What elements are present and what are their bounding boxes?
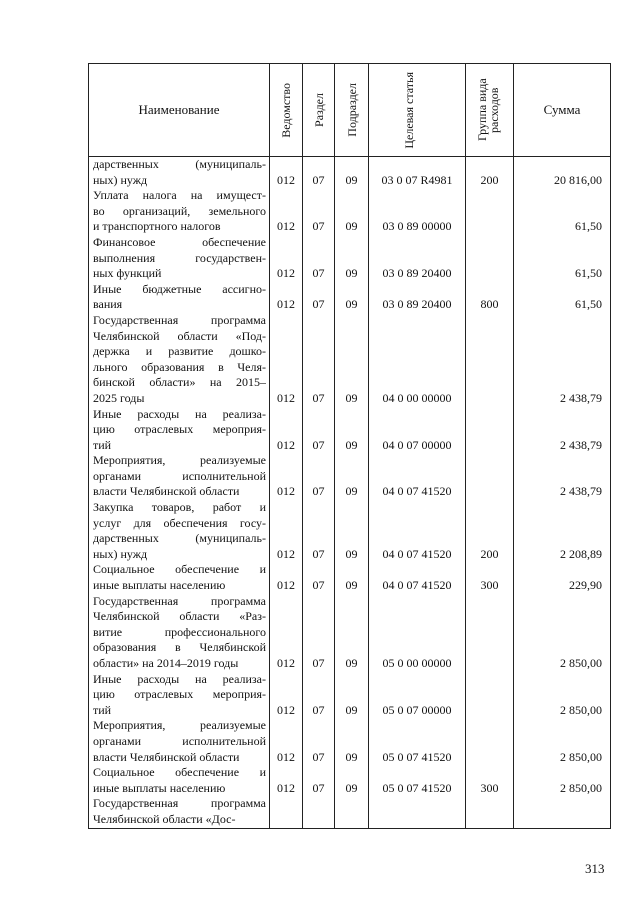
row-name-line: Иные расходы на реализа-	[93, 671, 266, 686]
row-celevaya: 03 0 89 20400	[369, 235, 466, 282]
row-razdel: 07	[303, 718, 335, 765]
row-name-line: и транспортного налогов	[93, 219, 221, 234]
row-name	[89, 562, 270, 593]
row-name-line: Иные бюджетные ассигно-	[93, 281, 266, 296]
header-razdel-cell	[303, 64, 335, 157]
row-gruppa: 300	[466, 562, 514, 593]
table-row	[89, 453, 611, 500]
table-row	[89, 796, 611, 828]
row-razdel: 07	[303, 562, 335, 593]
row-name-line: Челябинской области «Дос-	[93, 811, 236, 826]
row-celevaya: 05 0 07 00000	[369, 672, 466, 719]
table-row	[89, 765, 611, 796]
row-podrazdel: 09	[335, 313, 369, 407]
row-summa: 2 438,79	[514, 453, 611, 500]
row-ved: 012	[270, 562, 303, 593]
row-celevaya: 03 0 89 00000	[369, 188, 466, 235]
row-summa: 2 208,89	[514, 500, 611, 562]
row-summa: 2 850,00	[514, 672, 611, 719]
row-ved: 012	[270, 672, 303, 719]
row-razdel: 07	[303, 765, 335, 796]
row-name-line: области» на 2014–2019 годы	[93, 656, 239, 670]
row-razdel: 07	[303, 453, 335, 500]
row-razdel: 07	[303, 500, 335, 562]
header-ved: Ведомство	[279, 82, 293, 138]
row-celevaya: 03 0 89 20400	[369, 282, 466, 313]
row-gruppa	[466, 313, 514, 407]
row-name	[89, 765, 270, 796]
row-summa: 61,50	[514, 282, 611, 313]
header-celevaya-cell	[369, 64, 466, 157]
row-razdel: 07	[303, 672, 335, 719]
table-header-row	[89, 64, 611, 157]
row-celevaya: 05 0 00 00000	[369, 594, 466, 672]
row-podrazdel: 09	[335, 235, 369, 282]
row-name-line: вания	[93, 297, 123, 312]
row-name-line: Государственная программа	[93, 312, 266, 327]
row-name-line: власти Челябинской области	[93, 484, 240, 499]
row-name-line: дарственных (муниципаль-	[93, 531, 266, 546]
row-podrazdel: 09	[335, 157, 369, 189]
row-gruppa	[466, 453, 514, 500]
table-row	[89, 313, 611, 407]
row-ved: 012	[270, 235, 303, 282]
row-podrazdel: 09	[335, 672, 369, 719]
row-podrazdel: 09	[335, 407, 369, 454]
row-ved	[270, 796, 303, 828]
row-podrazdel: 09	[335, 765, 369, 796]
row-gruppa	[466, 672, 514, 719]
header-gruppa: Группа вида расходов	[474, 78, 501, 142]
row-podrazdel: 09	[335, 453, 369, 500]
row-ved: 012	[270, 407, 303, 454]
row-razdel: 07	[303, 594, 335, 672]
row-name-line: Закупка товаров, работ и	[93, 500, 266, 515]
row-gruppa	[466, 594, 514, 672]
row-summa: 61,50	[514, 188, 611, 235]
row-summa	[514, 796, 611, 828]
header-podrazdel: Подраздел	[344, 83, 359, 137]
row-summa: 20 816,00	[514, 157, 611, 189]
row-name-line: дарственных (муниципаль-	[93, 157, 266, 171]
header-celevaya: Целевая статья	[402, 71, 416, 149]
row-name	[89, 718, 270, 765]
row-name-line: ных) нужд	[93, 546, 148, 561]
table-row	[89, 188, 611, 235]
row-name-line: Уплата налога на имущест-	[93, 188, 266, 203]
row-podrazdel: 09	[335, 282, 369, 313]
row-name-line: Челябинской области «Под-	[93, 328, 266, 343]
row-name	[89, 188, 270, 235]
row-name	[89, 407, 270, 454]
row-razdel: 07	[303, 407, 335, 454]
row-gruppa	[466, 188, 514, 235]
row-razdel	[303, 796, 335, 828]
table-row	[89, 157, 611, 189]
row-ved: 012	[270, 453, 303, 500]
table-row	[89, 500, 611, 562]
row-celevaya	[369, 796, 466, 828]
row-name-line: выполнения государствен-	[93, 250, 266, 265]
row-celevaya: 04 0 07 41520	[369, 562, 466, 593]
row-name-line: держка и развитие дошко-	[93, 344, 266, 359]
row-name-line: цию отраслевых мероприя-	[93, 687, 266, 702]
row-name-line: ных) нужд	[93, 172, 148, 187]
row-name	[89, 453, 270, 500]
row-celevaya: 03 0 07 R4981	[369, 157, 466, 189]
row-summa: 2 438,79	[514, 407, 611, 454]
row-celevaya: 04 0 00 00000	[369, 313, 466, 407]
row-name-line: власти Челябинской области	[93, 749, 240, 764]
row-name-line: льного образования в Челя-	[93, 359, 266, 374]
table-row	[89, 718, 611, 765]
header-name: Наименование	[89, 64, 270, 157]
row-podrazdel: 09	[335, 188, 369, 235]
row-name	[89, 282, 270, 313]
row-gruppa	[466, 796, 514, 828]
row-name	[89, 796, 270, 828]
row-name	[89, 313, 270, 407]
row-name-line: витие профессионального	[93, 624, 266, 639]
row-name-line: Социальное обеспечение и	[93, 765, 266, 780]
row-gruppa	[466, 407, 514, 454]
header-podrazdel-cell	[335, 64, 369, 157]
row-name	[89, 235, 270, 282]
row-summa: 229,90	[514, 562, 611, 593]
row-razdel: 07	[303, 157, 335, 189]
row-name	[89, 672, 270, 719]
row-name-line: образования в Челябинской	[93, 640, 266, 655]
budget-table	[88, 63, 611, 829]
row-summa: 2 850,00	[514, 765, 611, 796]
row-celevaya: 04 0 07 41520	[369, 500, 466, 562]
row-name-line: иные выплаты населению	[93, 780, 226, 795]
row-ved: 012	[270, 594, 303, 672]
header-razdel: Раздел	[311, 93, 326, 127]
row-name-line: цию отраслевых мероприя-	[93, 422, 266, 437]
row-gruppa: 200	[466, 157, 514, 189]
row-ved: 012	[270, 188, 303, 235]
row-name	[89, 500, 270, 562]
row-name	[89, 157, 270, 189]
row-podrazdel: 09	[335, 594, 369, 672]
row-summa: 61,50	[514, 235, 611, 282]
row-summa: 2 438,79	[514, 313, 611, 407]
row-gruppa: 800	[466, 282, 514, 313]
page-number: 313	[585, 861, 605, 876]
row-podrazdel: 09	[335, 562, 369, 593]
row-summa: 2 850,00	[514, 594, 611, 672]
row-razdel: 07	[303, 313, 335, 407]
row-name	[89, 594, 270, 672]
row-gruppa: 300	[466, 765, 514, 796]
table-row	[89, 407, 611, 454]
row-name-line: тий	[93, 702, 112, 717]
row-razdel: 07	[303, 282, 335, 313]
row-razdel: 07	[303, 188, 335, 235]
row-gruppa: 200	[466, 500, 514, 562]
row-ved: 012	[270, 500, 303, 562]
row-name-line: услуг для обеспечения госу-	[93, 515, 266, 530]
table-row	[89, 562, 611, 593]
row-gruppa	[466, 718, 514, 765]
row-ved: 012	[270, 718, 303, 765]
row-name-line: органами исполнительной	[93, 733, 266, 748]
header-summa: Сумма	[514, 64, 611, 157]
budget-table-sheet	[88, 63, 610, 829]
row-name-line: Социальное обеспечение и	[93, 562, 266, 577]
row-name-line: 2025 годы	[93, 390, 145, 405]
row-name-line: во организаций, земельного	[93, 203, 266, 218]
table-body	[89, 157, 611, 829]
row-name-line: Государственная программа	[93, 593, 266, 608]
row-ved: 012	[270, 157, 303, 189]
row-name-line: иные выплаты населению	[93, 578, 226, 593]
row-podrazdel	[335, 796, 369, 828]
row-name-line: ных функций	[93, 266, 162, 281]
row-name-line: Иные расходы на реализа-	[93, 406, 266, 421]
row-ved: 012	[270, 765, 303, 796]
row-celevaya: 04 0 07 41520	[369, 453, 466, 500]
table-row	[89, 594, 611, 672]
row-podrazdel: 09	[335, 718, 369, 765]
row-summa: 2 850,00	[514, 718, 611, 765]
row-celevaya: 05 0 07 41520	[369, 765, 466, 796]
row-name-line: Мероприятия, реализуемые	[93, 718, 266, 733]
row-ved: 012	[270, 313, 303, 407]
table-row	[89, 282, 611, 313]
row-name-line: Челябинской области «Раз-	[93, 609, 266, 624]
row-razdel: 07	[303, 235, 335, 282]
row-name-line: органами исполнительной	[93, 468, 266, 483]
row-ved: 012	[270, 282, 303, 313]
row-name-line: Мероприятия, реализуемые	[93, 453, 266, 468]
row-gruppa	[466, 235, 514, 282]
table-row	[89, 235, 611, 282]
table-row	[89, 672, 611, 719]
row-name-line: бинской области» на 2015–	[93, 375, 266, 390]
row-name-line: Государственная программа	[93, 796, 266, 811]
row-name-line: тий	[93, 437, 112, 452]
header-gruppa-cell	[466, 64, 514, 157]
row-celevaya: 04 0 07 00000	[369, 407, 466, 454]
row-podrazdel: 09	[335, 500, 369, 562]
row-celevaya: 05 0 07 41520	[369, 718, 466, 765]
header-ved-cell	[270, 64, 303, 157]
row-name-line: Финансовое обеспечение	[93, 234, 266, 249]
